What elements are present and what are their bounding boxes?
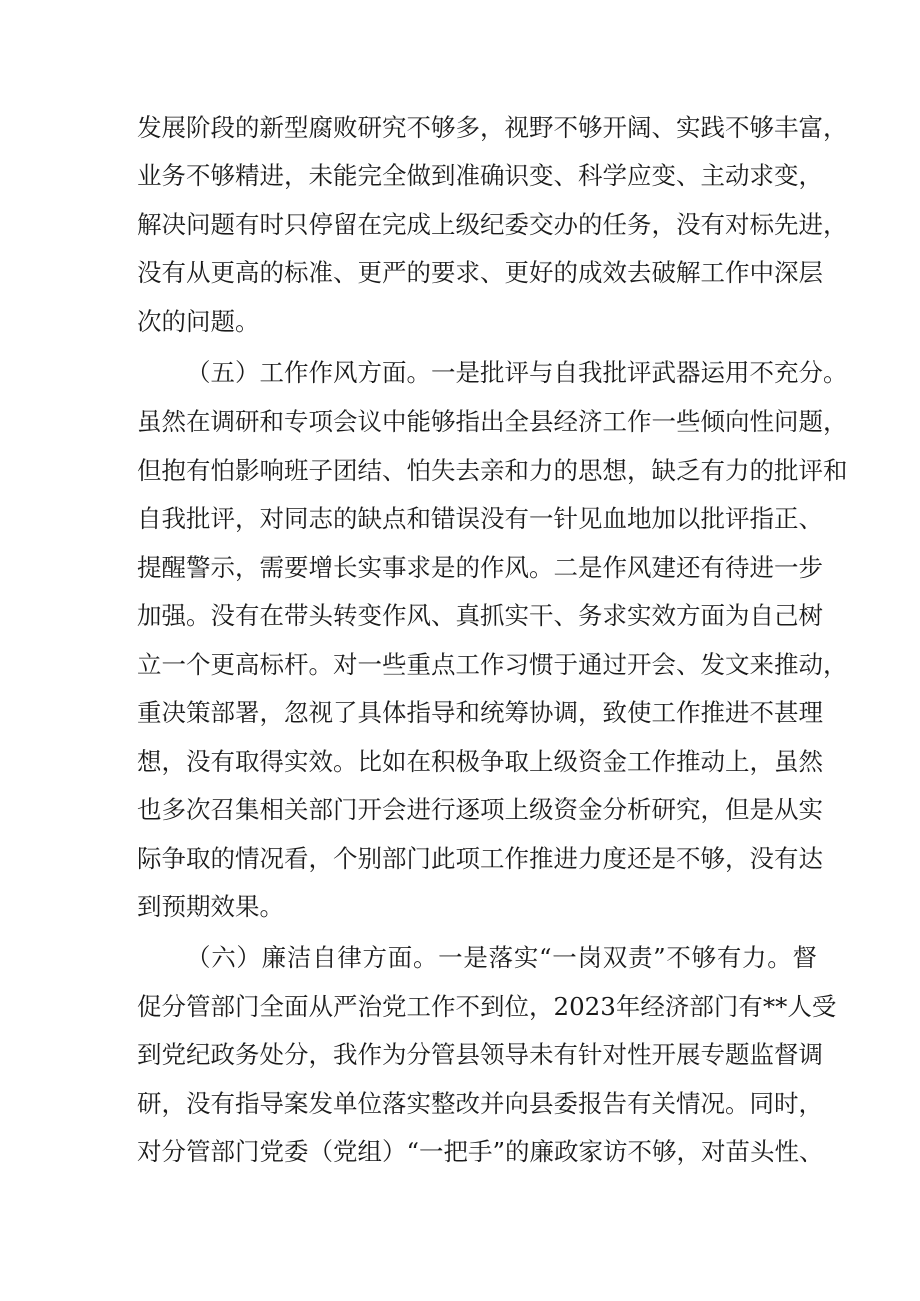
text-line: 研，没有指导案发单位落实整改并向县委报告有关情况。同时， (137, 1089, 823, 1118)
text-line: 想，没有取得实效。比如在积极争取上级资金工作推动上，虽然 (137, 747, 823, 776)
section-heading-line: （六）廉洁自律方面。一是落实“一岗双责”不够有力。督 (186, 943, 817, 972)
section-heading-line: （五）工作作风方面。一是批评与自我批评武器运用不充分。 (186, 358, 848, 387)
text-line: 也多次召集相关部门开会进行逐项上级资金分析研究，但是从实 (137, 795, 823, 824)
text-line: 际争取的情况看，个别部门此项工作推进力度还是不够，没有达 (137, 844, 823, 873)
text-line: 促分管部门全面从严治党工作不到位，2023年经济部门有**人受 (137, 992, 837, 1021)
text-line: 解决问题有时只停留在完成上级纪委交办的任务，没有对标先进， (137, 210, 848, 239)
text-line: 虽然在调研和专项会议中能够指出全县经济工作一些倾向性问题， (137, 407, 848, 436)
text-line: 没有从更高的标准、更严的要求、更好的成效去破解工作中深层 (137, 258, 823, 287)
text-line: 重决策部署，忽视了具体指导和统筹协调，致使工作推进不甚理 (137, 698, 823, 727)
text-line: 次的问题。 (137, 307, 260, 336)
text-line: 业务不够精进，未能完全做到准确识变、科学应变、主动求变， (137, 161, 823, 190)
text-line: 到预期效果。 (137, 892, 284, 921)
text-line: 立一个更高标杆。对一些重点工作习惯于通过开会、发文来推动， (137, 650, 848, 679)
text-line: 加强。没有在带头转变作风、真抓实干、务求实效方面为自己树 (137, 601, 823, 630)
text-line: 发展阶段的新型腐败研究不够多，视野不够开阔、实践不够丰富， (137, 113, 848, 142)
text-line: 到党纪政务处分，我作为分管县领导未有针对性开展专题监督调 (137, 1040, 823, 1069)
text-line: 自我批评，对同志的缺点和错误没有一针见血地加以批评指正、 (137, 504, 823, 533)
text-line: 但抱有怕影响班子团结、怕失去亲和力的思想，缺乏有力的批评和 (137, 456, 848, 485)
text-line: 对分管部门党委（党组）“一把手”的廉政家访不够，对苗头性、 (137, 1137, 824, 1166)
text-line: 提醒警示，需要增长实事求是的作风。二是作风建还有待进一步 (137, 553, 823, 582)
